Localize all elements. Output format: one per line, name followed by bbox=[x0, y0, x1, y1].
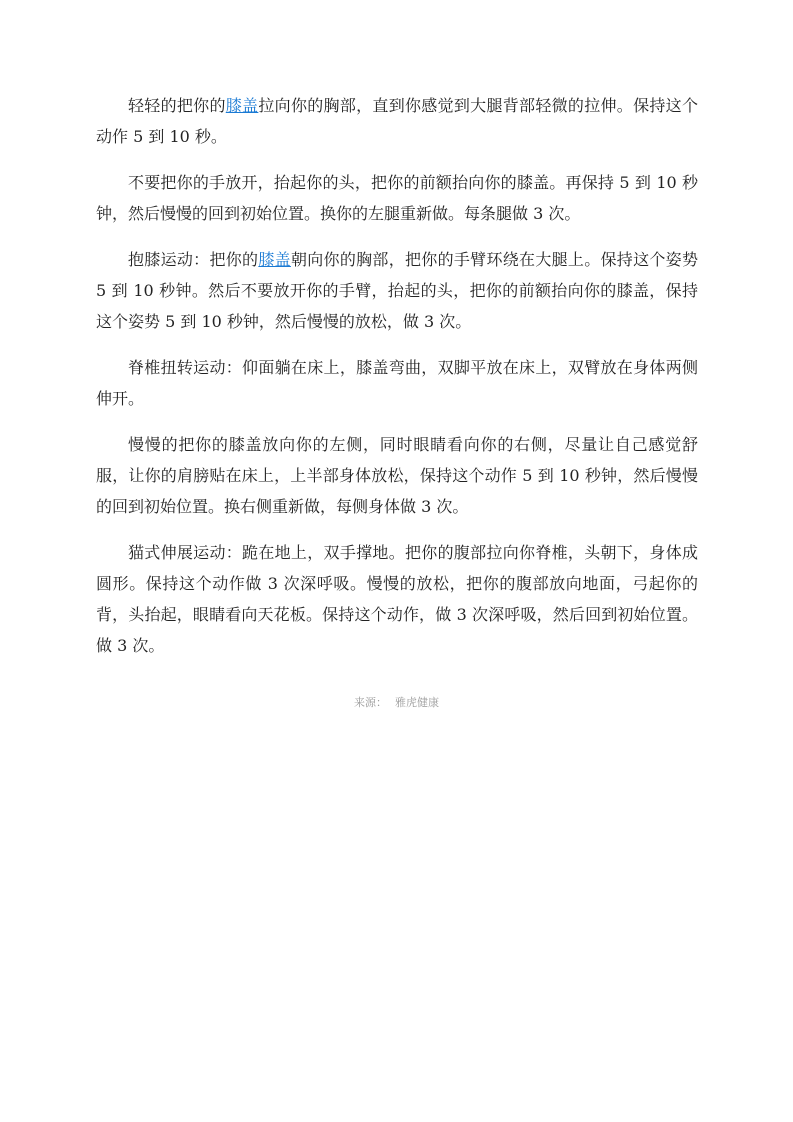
source-name: 雅虎健康 bbox=[395, 696, 439, 709]
paragraph-3: 抱膝运动：把你的膝盖朝向你的胸部，把你的手臂环绕在大腿上。保持这个姿势 5 到 10 秒钟。然后不要放开你的手臂，抬起的头，把你的前额抬向你的膝盖，保持这个姿势 5 到 10 秒钟，然后慢慢的放松，做 3 次。 bbox=[96, 250, 698, 331]
article-body bbox=[96, 90, 698, 676]
knee-link[interactable]: 膝盖 bbox=[258, 250, 291, 269]
source-credit bbox=[0, 694, 793, 710]
paragraph-5: 慢慢的把你的膝盖放向你的左侧，同时眼睛看向你的右侧，尽量让自己感觉舒服，让你的肩膀贴在床上，上半部身体放松，保持这个动作 5 到 10 秒钟，然后慢慢的回到初始位置。换右侧重新做，每侧身体做 3 次。 bbox=[96, 435, 698, 516]
knee-link[interactable]: 膝盖 bbox=[225, 96, 259, 115]
paragraph-1: 轻轻的把你的膝盖拉向你的胸部，直到你感觉到大腿背部轻微的拉伸。保持这个动作 5 到 10 秒。 bbox=[96, 96, 698, 146]
source-label: 来源： bbox=[354, 696, 387, 709]
paragraph-2: 不要把你的手放开，抬起你的头，把你的前额抬向你的膝盖。再保持 5 到 10 秒钟，然后慢慢的回到初始位置。换你的左腿重新做。每条腿做 3 次。 bbox=[96, 173, 698, 223]
paragraph-6: 猫式伸展运动：跪在地上，双手撑地。把你的腹部拉向你脊椎，头朝下，身体成圆形。保持这个动作做 3 次深呼吸。慢慢的放松，把你的腹部放向地面，弓起你的背，头抬起，眼睛看向天花板。保持这个动作，做 3 次深呼吸，然后回到初始位置。做 3 次。 bbox=[96, 543, 698, 655]
paragraph-4: 脊椎扭转运动：仰面躺在床上，膝盖弯曲，双脚平放在床上，双臂放在身体两侧伸开。 bbox=[96, 358, 698, 408]
